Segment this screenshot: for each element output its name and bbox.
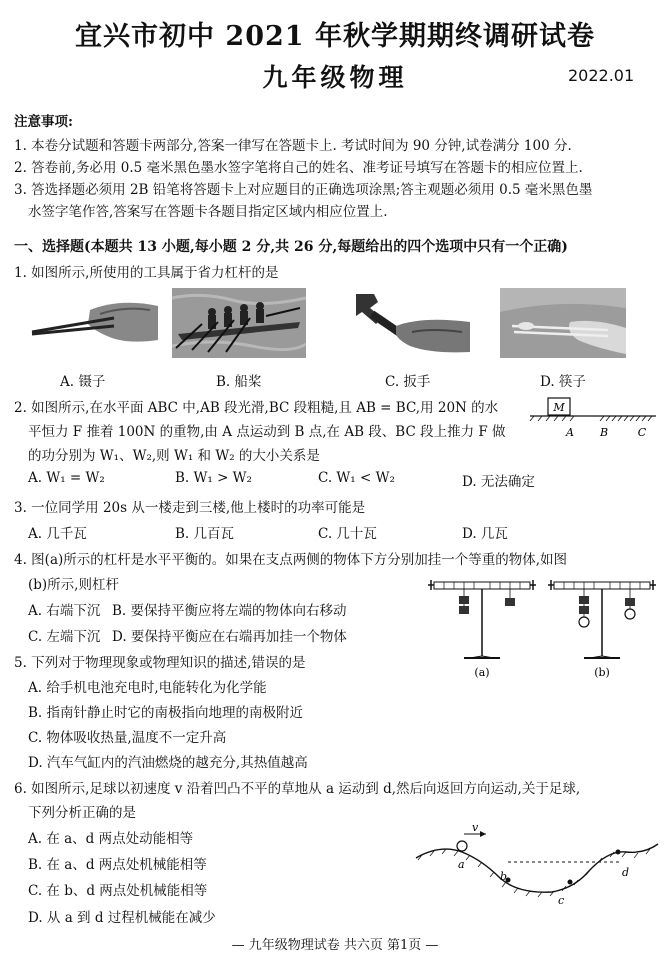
q2-figure	[528, 394, 658, 440]
velocity-label: v	[472, 822, 479, 834]
chopsticks-image	[500, 288, 626, 358]
q1-option-b: B. 船桨	[216, 374, 262, 390]
point-a: a	[458, 858, 465, 871]
notice-line-3: 3. 答选择题必须用 2B 铅笔将答题卡上对应题目的正确选项涂黑;答主观题必须用 0.5 毫米黑色墨	[14, 182, 593, 198]
q5-option-d: D. 汽车气缸内的汽油燃烧的越充分,其热值越高	[28, 755, 308, 771]
wrench-image	[352, 288, 472, 358]
q6-option-b: B. 在 a、d 两点处机械能相等	[28, 857, 207, 873]
q4-lever-figure	[424, 572, 660, 684]
q1-option-d: D. 筷子	[540, 374, 586, 390]
q2-option-a: A. W₁ = W₂	[28, 470, 105, 486]
q1-option-c: C. 扳手	[385, 374, 431, 390]
q4-option-c: C. 左端下沉	[28, 629, 101, 645]
exam-date: 2022.01	[568, 66, 635, 85]
figure-a-label: (a)	[474, 666, 490, 679]
figure-b-label: (b)	[594, 666, 610, 679]
q3-option-b: B. 几百瓦	[175, 526, 235, 542]
point-c-label: C	[637, 426, 647, 439]
q6-option-c: C. 在 b、d 两点处机械能相等	[28, 883, 208, 899]
q4-option-d: D. 要保持平衡应在右端再加挂一个物体	[112, 629, 347, 645]
ball	[457, 841, 467, 851]
q3-option-d: D. 几瓦	[462, 526, 508, 542]
point-b-label: B	[599, 426, 609, 439]
tweezers-image	[30, 288, 162, 356]
q6-line-1: 6. 如图所示,足球以初速度 v 沿着凹凸不平的草地从 a 运动到 d,然后向返回方向运动,关于足球,	[14, 781, 581, 797]
q3-option-c: C. 几十瓦	[318, 526, 377, 542]
page-footer: — 九年级物理试卷 共六页 第1页 —	[231, 938, 439, 953]
q2-line-2: 平恒力 F 推着 100N 的重物,由 A 点运动到 B 点,在 AB 段、BC 段上推力 F 做	[28, 424, 506, 440]
point-c: c	[558, 894, 565, 907]
q4-line-2: (b)所示,则杠杆	[28, 577, 119, 593]
q6-option-d: D. 从 a 到 d 过程机械能在减少	[28, 910, 216, 926]
notice-heading: 注意事项:	[14, 114, 73, 130]
notice-line-1: 1. 本卷分试题和答题卡两部分,答案一律写在答题卡上. 考试时间为 90 分钟,试卷满分 100 分.	[14, 138, 572, 154]
notice-line-2: 2. 答卷前,务必用 0.5 毫米黑色墨水签字笔将自己的姓名、准考证号填写在答题卡的相应位置上.	[14, 160, 583, 176]
q1-option-a: A. 镊子	[60, 374, 106, 390]
q4-line-1: 4. 图(a)所示的杠杆是水平平衡的。如果在支点两侧的物体下方分别加挂一个等重的物体,如图	[14, 552, 568, 568]
section-heading: 一、选择题(本题共 13 小题,每小题 2 分,共 26 分,每题给出的四个选项中只有一个正确)	[14, 239, 568, 255]
q5-option-a: A. 给手机电池充电时,电能转化为化学能	[28, 680, 267, 696]
q3-stem: 3. 一位同学用 20s 从一楼走到三楼,他上楼时的功率可能是	[14, 500, 366, 516]
q6-option-a: A. 在 a、d 两点处动能相等	[28, 831, 194, 847]
q5-option-c: C. 物体吸收热量,温度不一定升高	[28, 730, 227, 746]
q2-option-d: D. 无法确定	[462, 474, 535, 490]
q2-line-3: 的功分别为 W₁、W₂,则 W₁ 和 W₂ 的大小关系是	[28, 448, 320, 464]
q6-line-2: 下列分析正确的是	[28, 805, 136, 821]
q6-terrain-figure	[412, 822, 660, 908]
q2-line-1: 2. 如图所示,在水平面 ABC 中,AB 段光滑,BC 段粗糙,且 AB = BC,用 20N 的水	[14, 400, 499, 416]
lever-b	[548, 580, 656, 658]
point-b: b	[500, 870, 508, 883]
rowing-image	[172, 288, 306, 358]
q2-option-b: B. W₁ > W₂	[175, 470, 252, 486]
point-a-label: A	[566, 426, 574, 439]
q4-option-b: B. 要保持平衡应将左端的物体向右移动	[112, 603, 347, 619]
lever-a	[428, 580, 536, 658]
q4-option-a: A. 右端下沉	[28, 603, 101, 619]
q1-stem: 1. 如图所示,所使用的工具属于省力杠杆的是	[14, 265, 279, 281]
block-label: M	[553, 401, 565, 414]
q3-option-a: A. 几千瓦	[28, 526, 87, 542]
q2-option-c: C. W₁ < W₂	[318, 470, 395, 486]
notice-line-4: 水签字笔作答,答案写在答题卡各题目指定区域内相应位置上.	[28, 204, 388, 220]
q5-option-b: B. 指南针静止时它的南极指向地理的南极附近	[28, 705, 304, 721]
exam-subtitle: 九年级物理	[262, 63, 408, 92]
point-d: d	[622, 866, 630, 879]
exam-title: 宜兴市初中 2021 年秋学期期终调研试卷	[75, 21, 595, 52]
q5-stem: 5. 下列对于物理现象或物理知识的描述,错误的是	[14, 655, 306, 671]
